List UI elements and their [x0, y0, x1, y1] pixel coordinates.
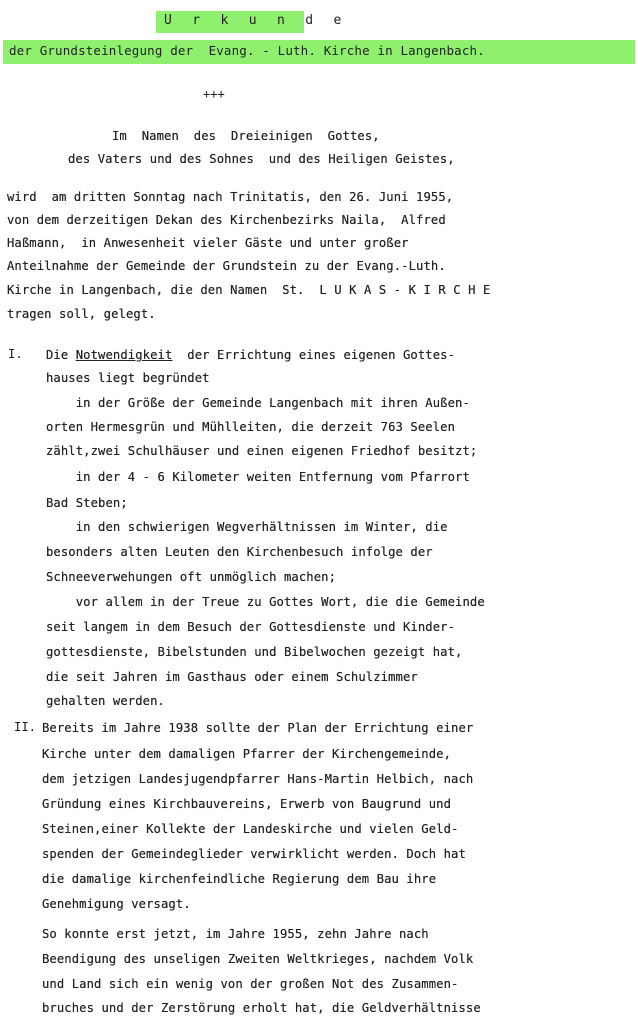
ornament: +++ — [203, 87, 225, 101]
underlined-word: Notwendigkeit — [75, 348, 173, 362]
section-1-line: gehalten werden. — [46, 694, 165, 708]
section-1-line: zählt,zwei Schulhäuser und einen eigenen Friedhof besitzt; — [46, 444, 478, 458]
section-2-line: Genehmigung versagt. — [42, 897, 191, 911]
section-2-line: Steinen,einer Kollekte der Landeskirche und vielen Geld- — [42, 822, 459, 836]
invocation-line: Im Namen des Dreieinigen Gottes, — [112, 129, 380, 143]
section-1-first-line — [46, 347, 455, 364]
title-highlight — [156, 11, 348, 33]
document-subtitle: der Grundsteinlegung der Evang. - Luth. Kirche in Langenbach. — [9, 43, 485, 58]
section-1-pre: Die — [46, 348, 76, 362]
section-1-line: vor allem in der Treue zu Gottes Wort, die die Gemeinde — [46, 595, 485, 609]
intro-line: tragen soll, gelegt. — [7, 307, 156, 321]
intro-line: Kirche in Langenbach, die den Namen St. L U K A S - K I R C H E — [7, 283, 491, 297]
section-2-line: Kirche unter dem damaligen Pfarrer der Kirchengemeinde, — [42, 747, 452, 761]
intro-line: von dem derzeitigen Dekan des Kirchenbezirks Naila, Alfred — [7, 213, 446, 227]
intro-line: Haßmann, in Anwesenheit vieler Gäste und unter großer — [7, 236, 409, 250]
invocation-line: des Vaters und des Sohnes und des Heiligen Geistes, — [68, 152, 455, 166]
section-2-line: Beendigung des unseligen Zweiten Weltkrieges, nachdem Volk — [42, 952, 474, 966]
section-1-line: gottesdienste, Bibelstunden und Bibelwochen gezeigt hat, — [46, 645, 463, 659]
section-1-line: die seit Jahren im Gasthaus oder einem Schulzimmer — [46, 670, 418, 684]
section-1-line: seit langem in dem Besuch der Gottesdienste und Kinder- — [46, 620, 456, 634]
section-1-line: orten Hermesgrün und Mühlleiten, die derzeit 763 Seelen — [46, 420, 456, 434]
section-2-line: und Land sich ein wenig von der großen Not des Zusammen- — [42, 977, 459, 991]
section-1-line: besonders alten Leuten den Kirchenbesuch infolge der — [46, 545, 433, 559]
section-2-line: die damalige kirchenfeindliche Regierung dem Bau ihre — [42, 872, 437, 886]
section-2-line: Bereits im Jahre 1938 sollte der Plan der Errichtung einer — [42, 721, 474, 735]
intro-line: wird am dritten Sonntag nach Trinitatis, den 26. Juni 1955, — [7, 190, 454, 204]
section-1-line: in den schwierigen Wegverhältnissen im Winter, die — [46, 520, 448, 534]
section-2-number: II. — [14, 720, 37, 734]
section-1-line: in der 4 - 6 Kilometer weiten Entfernung vom Pfarrort — [46, 470, 470, 484]
section-1-line: Bad Steben; — [46, 496, 128, 510]
document-title: U r k u n d e — [164, 13, 348, 28]
section-2-line: Gründung eines Kirchbauvereins, Erwerb von Baugrund und — [42, 797, 452, 811]
section-1-post: der Errichtung eines eigenen Gottes- — [172, 348, 456, 362]
section-2-line: spenden der Gemeindeglieder verwirklicht werden. Doch hat — [42, 847, 466, 861]
section-1-line: Schneeverwehungen oft unmöglich machen; — [46, 570, 337, 584]
subtitle-highlight — [3, 40, 635, 64]
section-1-number: I. — [8, 347, 23, 361]
intro-line: Anteilnahme der Gemeinde der Grundstein zu der Evang.-Luth. — [7, 259, 446, 273]
section-1-line: in der Größe der Gemeinde Langenbach mit ihren Außen- — [46, 396, 470, 410]
section-2-line: bruches und der Zerstörung erholt hat, die Geldverhältnisse — [42, 1001, 481, 1015]
section-1-line: hauses liegt begründet — [46, 371, 210, 385]
section-2-line: So konnte erst jetzt, im Jahre 1955, zehn Jahre nach — [42, 927, 429, 941]
section-2-line: dem jetzigen Landesjugendpfarrer Hans-Martin Helbich, nach — [42, 772, 474, 786]
